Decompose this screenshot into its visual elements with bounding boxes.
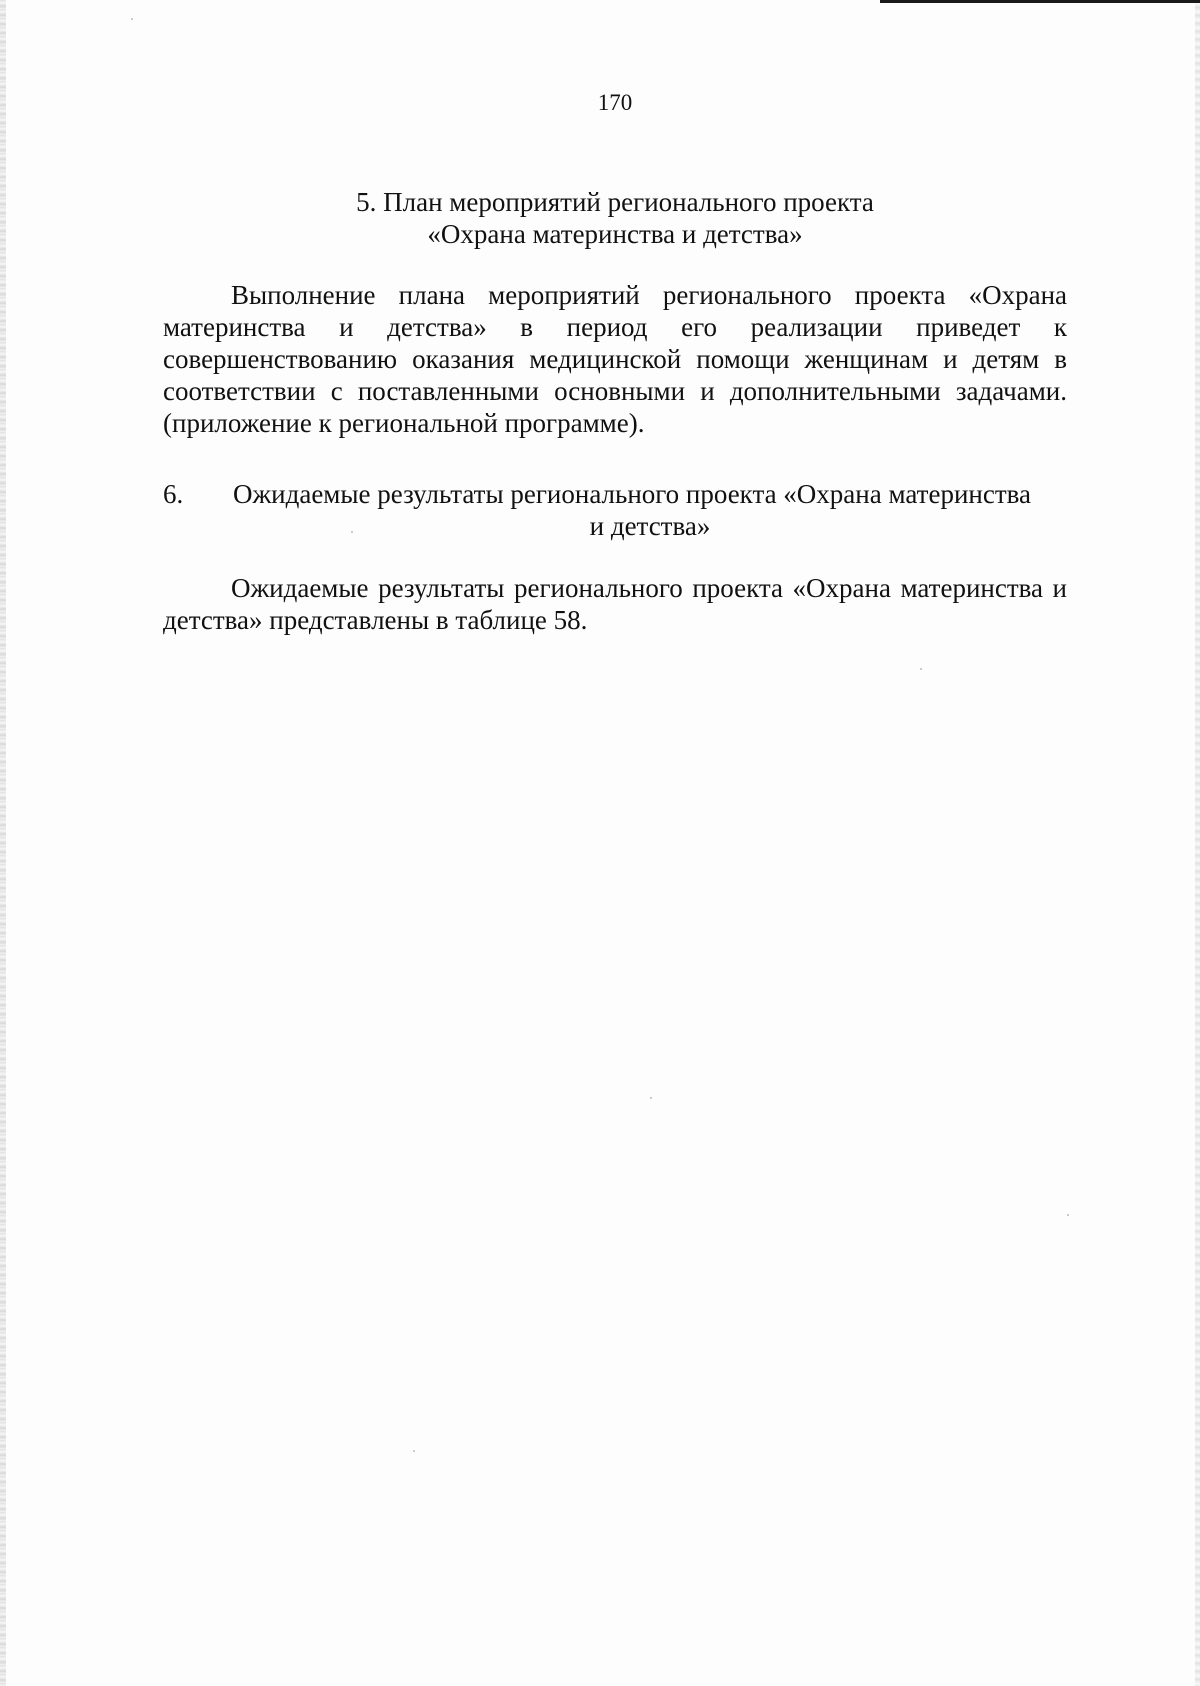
section-6-heading xyxy=(163,478,1067,542)
section-6-heading-line2: и детства» xyxy=(589,511,711,541)
scan-speck xyxy=(920,668,922,670)
section-5-heading xyxy=(163,186,1067,250)
section-6-number: 6. xyxy=(163,479,184,509)
scan-speck xyxy=(650,1097,652,1099)
section-5-heading-line2: «Охрана материнства и детства» xyxy=(427,219,803,249)
scan-edge-top xyxy=(880,0,1200,3)
scan-edge-right xyxy=(1195,0,1200,1686)
scan-speck xyxy=(413,1450,415,1452)
scan-speck xyxy=(131,18,133,20)
section-6-heading-line1: Ожидаемые результаты регионального проекта «Охрана материнства xyxy=(233,479,1032,509)
scan-speck xyxy=(1067,1214,1069,1216)
scan-edge-left xyxy=(0,0,6,1686)
page-number: 170 xyxy=(597,90,633,115)
section-5-heading-line1: 5. План мероприятий регионального проекта xyxy=(356,187,874,217)
section-6-paragraph: Ожидаемые результаты регионального проекта «Охрана материнства и детства» представлены в таблице 58. xyxy=(163,573,1067,635)
section-5-paragraph: Выполнение плана мероприятий регионального проекта «Охрана материнства и детства» в период его реализации приведет к совершенствованию оказания медицинской помощи женщинам и детям в соответствии с поставленными основными и дополнительными задачами. (приложение к региональной программе). xyxy=(163,280,1067,438)
